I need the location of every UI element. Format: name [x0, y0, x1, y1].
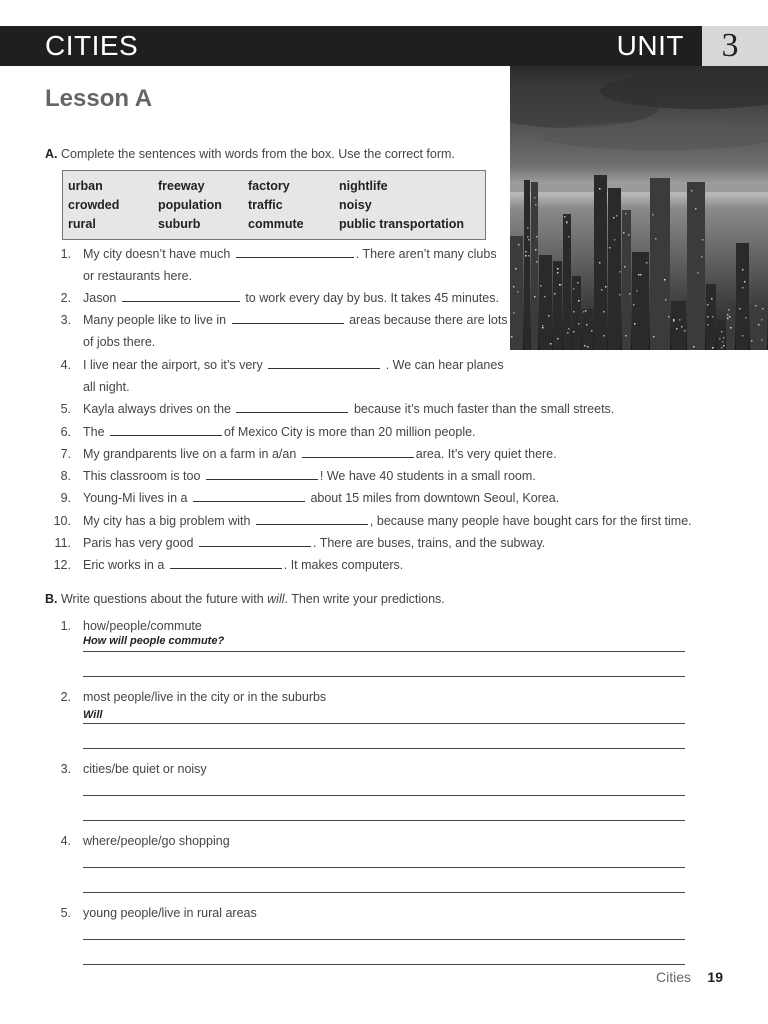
item-number: 5.	[60, 906, 71, 920]
lesson-title: Lesson A	[45, 85, 153, 112]
answer-blank[interactable]	[232, 312, 344, 324]
answer-line[interactable]	[83, 795, 685, 796]
answer-line[interactable]	[83, 964, 685, 965]
word-factory: factory	[248, 179, 290, 193]
word-box	[62, 170, 486, 240]
example-answer-2: Will	[83, 709, 103, 721]
word-traffic: traffic	[248, 198, 283, 212]
word-public-transportation: public transportation	[339, 217, 464, 231]
item-number: 1.	[60, 619, 71, 633]
answer-line[interactable]	[83, 651, 685, 652]
item-number: 4.	[60, 358, 71, 372]
answer-blank[interactable]	[199, 535, 311, 547]
exercise-a-item-2: Jason to work every day by bus. It takes 45 minutes.	[83, 291, 499, 305]
answer-line[interactable]	[83, 867, 685, 868]
word-rural: rural	[68, 217, 96, 231]
unit-number: 3	[721, 27, 739, 64]
exercise-a-item-10: My city has a big problem with , because many people have bought cars for the first time.	[83, 514, 692, 528]
item-number: 5.	[60, 402, 71, 416]
answer-blank[interactable]	[302, 446, 414, 458]
city-skyline-photo	[510, 66, 768, 350]
item-number: 12.	[53, 558, 71, 572]
answer-line[interactable]	[83, 820, 685, 821]
answer-line[interactable]	[83, 723, 685, 724]
word-crowded: crowded	[68, 198, 120, 212]
answer-blank[interactable]	[206, 468, 318, 480]
section-b-letter: B.	[45, 592, 58, 606]
exercise-a-item-12: Eric works in a . It makes computers.	[83, 558, 404, 572]
exercise-b-prompt-1: how/people/commute	[83, 619, 202, 633]
unit-number-box	[702, 26, 768, 66]
exercise-a-item-5: Kayla always drives on the because it’s much faster than the small streets.	[83, 402, 615, 416]
exercise-a-item-6: The of Mexico City is more than 20 million people.	[83, 425, 476, 439]
skyline-illustration	[510, 66, 768, 350]
item-number: 3.	[60, 313, 71, 327]
word-suburb: suburb	[158, 217, 201, 231]
item-number: 11.	[54, 536, 71, 550]
word-population: population	[158, 198, 222, 212]
exercise-a-item-7: My grandparents live on a farm in a/an area. It’s very quiet there.	[83, 447, 557, 461]
page-number: 19	[707, 969, 723, 985]
word-freeway: freeway	[158, 179, 205, 193]
exercise-b-prompt-4: where/people/go shopping	[83, 834, 230, 848]
exercise-a-item-8: This classroom is too ! We have 40 students in a small room.	[83, 469, 536, 483]
exercise-a-item-11: Paris has very good . There are buses, trains, and the subway.	[83, 536, 546, 550]
section-a-instruction-text: Complete the sentences with words from the box. Use the correct form.	[60, 147, 455, 161]
item-number: 8.	[60, 469, 71, 483]
answer-blank[interactable]	[170, 557, 282, 569]
item-number: 4.	[60, 834, 71, 848]
item-number: 3.	[60, 762, 71, 776]
word-urban: urban	[68, 179, 103, 193]
answer-line[interactable]	[83, 676, 685, 677]
item-number: 10.	[53, 514, 71, 528]
instruction-emphasis: will	[267, 592, 285, 606]
exercise-a-item-4-cont: all night.	[83, 380, 130, 394]
exercise-a-item-4: I live near the airport, so it’s very . We can hear planes	[83, 358, 504, 372]
answer-blank[interactable]	[110, 424, 222, 436]
word-commute: commute	[248, 217, 304, 231]
exercise-b-prompt-3: cities/be quiet or noisy	[83, 762, 207, 776]
word-nightlife: nightlife	[339, 179, 388, 193]
item-number: 1.	[60, 247, 71, 261]
answer-blank[interactable]	[236, 246, 354, 258]
item-number: 7.	[60, 447, 71, 461]
exercise-b-prompt-5: young people/live in rural areas	[83, 906, 257, 920]
exercise-a-item-1: My city doesn’t have much . There aren’t many clubs	[83, 247, 497, 261]
answer-line[interactable]	[83, 748, 685, 749]
answer-blank[interactable]	[268, 357, 380, 369]
unit-banner	[0, 26, 768, 66]
section-a-letter: A.	[45, 147, 58, 161]
exercise-a-item-3: Many people like to live in areas because there are lots	[83, 313, 508, 327]
exercise-a-item-1-cont: or restaurants here.	[83, 269, 193, 283]
exercise-a-item-9: Young-Mi lives in a about 15 miles from downtown Seoul, Korea.	[83, 491, 560, 505]
answer-line[interactable]	[83, 892, 685, 893]
word-noisy: noisy	[339, 198, 372, 212]
item-number: 2.	[60, 690, 71, 704]
footer-section-name: Cities	[655, 969, 691, 985]
answer-blank[interactable]	[193, 490, 305, 502]
unit-title: CITIES	[45, 30, 139, 61]
answer-blank[interactable]	[236, 401, 348, 413]
answer-blank[interactable]	[122, 290, 240, 302]
answer-line[interactable]	[83, 939, 685, 940]
unit-label: UNIT	[616, 30, 684, 61]
section-a-instruction	[45, 147, 455, 161]
answer-blank[interactable]	[256, 513, 368, 525]
section-b-instruction: B. Write questions about the future with will. Then write your predictions.	[45, 592, 445, 606]
exercise-a-item-3-cont: of jobs there.	[83, 335, 156, 349]
exercise-b-prompt-2: most people/live in the city or in the suburbs	[83, 690, 327, 704]
example-answer-1: How will people commute?	[83, 635, 225, 647]
item-number: 2.	[60, 291, 71, 305]
item-number: 9.	[60, 491, 71, 505]
item-number: 6.	[60, 425, 71, 439]
